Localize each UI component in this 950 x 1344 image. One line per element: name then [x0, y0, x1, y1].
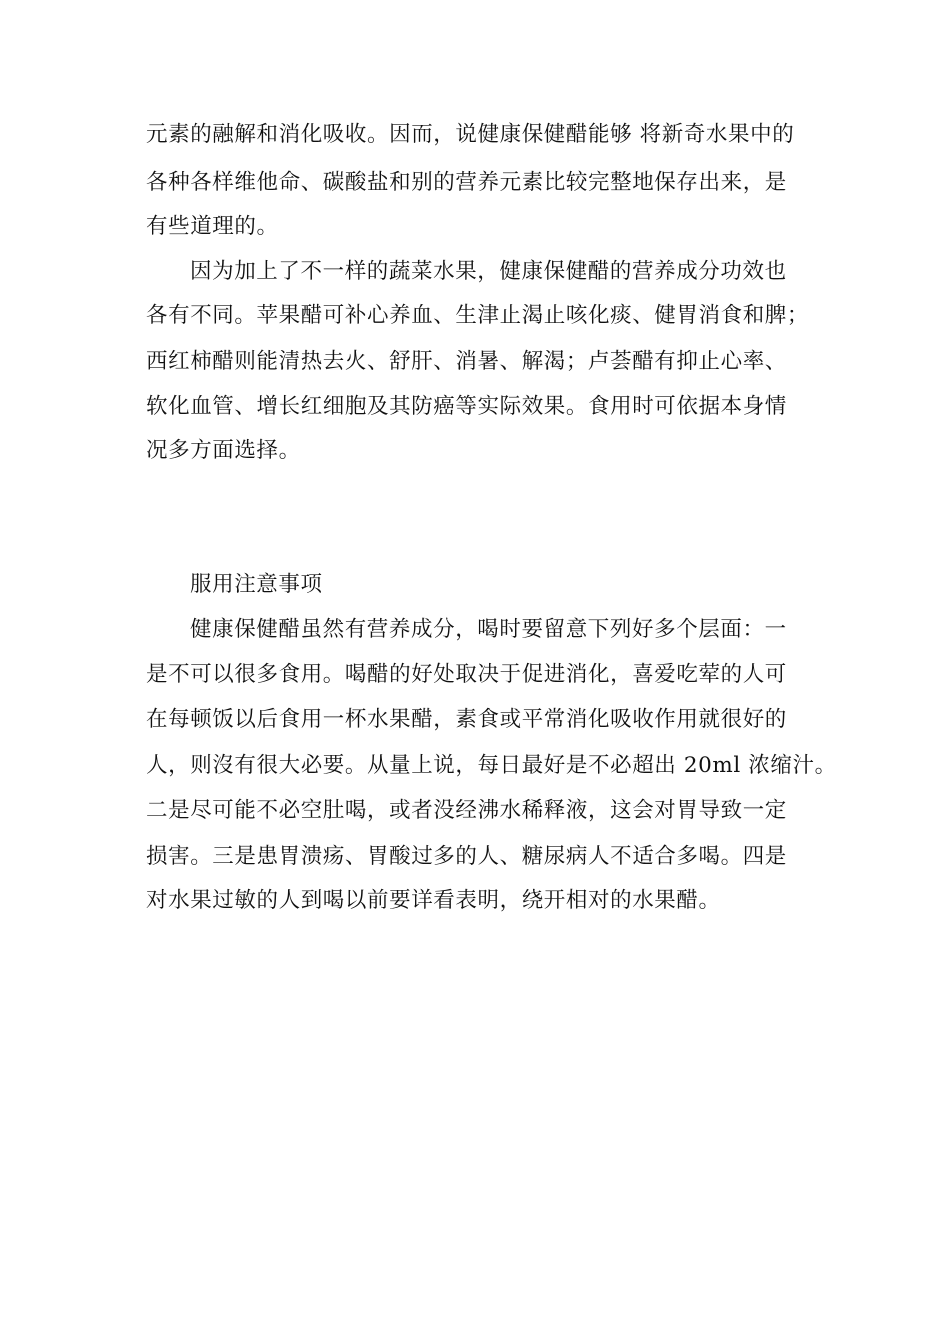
paragraph-3-line-4: 人，则沒有很大必要。从量上说，每日最好是不必超出 20ml 浓缩汁。	[146, 753, 837, 778]
paragraph-1-line-3: 有些道理的。	[146, 214, 279, 239]
paragraph-1-line-2: 各种各样维他命、碳酸盐和别的营养元素比较完整地保存出来，是	[146, 170, 787, 195]
paragraph-3-line-3: 在每顿饭以后食用一杯水果醋，素食或平常消化吸收作用就很好的	[146, 707, 787, 732]
paragraph-3-line-7: 对水果过敏的人到喝以前要详看表明，绕开相对的水果醋。	[146, 888, 721, 913]
paragraph-2-line-4: 软化血管、增长红细胞及其防癌等实际效果。食用时可依据本身情	[146, 394, 787, 419]
paragraph-3-line-2: 是不可以很多食用。喝醋的好处取决于促进消化，喜爱吃荤的人可	[146, 662, 787, 687]
section-heading: 服用注意事项	[190, 572, 323, 597]
paragraph-3-line-1: 健康保健醋虽然有营养成分，喝时要留意下列好多个层面：一	[190, 617, 787, 642]
paragraph-3-line-6: 损害。三是患胃溃疡、胃酸过多的人、糖尿病人不适合多喝。四是	[146, 844, 787, 869]
paragraph-3-line-5: 二是尽可能不必空肚喝，或者没经沸水稀释液，这会对胃导致一定	[146, 798, 787, 823]
paragraph-1-line-1: 元素的融解和消化吸收。因而，说健康保健醋能够 将新奇水果中的	[146, 122, 795, 147]
paragraph-2-line-5: 况多方面选择。	[146, 438, 301, 463]
paragraph-2-line-3: 西红柿醋则能清热去火、舒肝、消暑、解渴；卢荟醋有抑止心率、	[146, 349, 787, 374]
paragraph-2-line-2: 各有不同。苹果醋可补心养血、生津止渴止咳化痰、健胃消食和脾；	[146, 303, 810, 328]
paragraph-2-line-1: 因为加上了不一样的蔬菜水果，健康保健醋的营养成分功效也	[190, 259, 787, 284]
